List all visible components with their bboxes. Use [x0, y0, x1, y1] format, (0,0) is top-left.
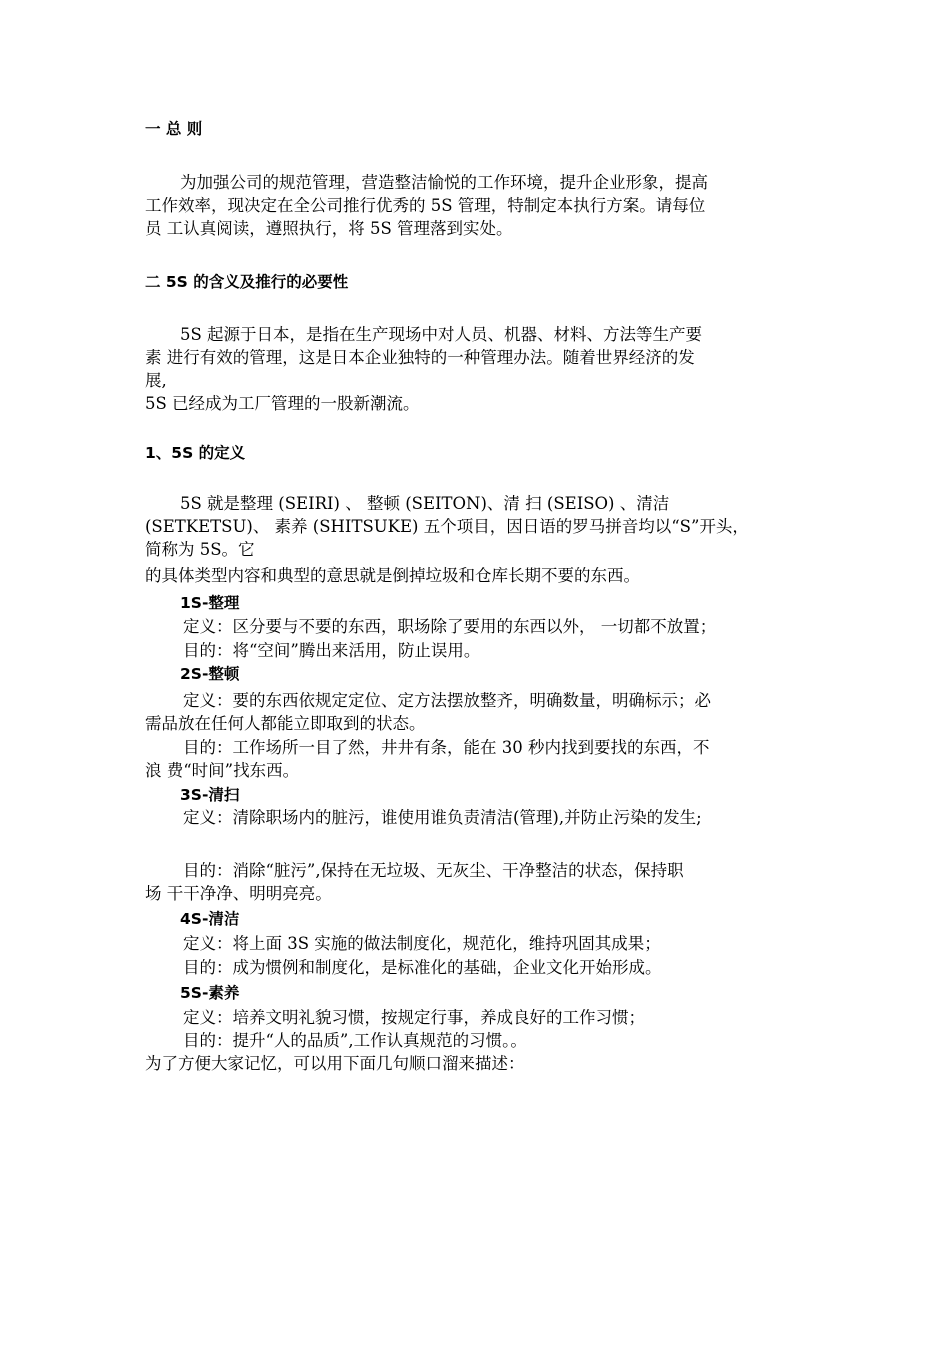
- s4-definition: 定义：将上面 3S 实施的做法制度化，规范化，维持巩固其成果；: [183, 934, 661, 953]
- s3-definition: 定义：清除职场内的脏污，谁使用谁负责清洁(管理),并防止污染的发生;: [183, 808, 702, 827]
- definition-line-3: 简称为 5S。它: [145, 540, 255, 559]
- s4-goal: 目的：成为惯例和制度化，是标准化的基础，企业文化开始形成。: [183, 958, 662, 977]
- s5-goal: 目的：提升“人的品质”,工作认真规范的习惯。。: [183, 1031, 527, 1050]
- s3-goal-line-1: 目的：消除“脏污”,保持在无垃圾、无灰尘、干净整洁的状态，保持职: [183, 861, 684, 880]
- origin-line-2: 素 进行有效的管理，这是日本企业独特的一种管理办法。随着世界经济的发: [145, 348, 695, 367]
- s2-goal-line-2: 浪 费“时间”找东西。: [145, 761, 300, 780]
- s3-title: 3S-清扫: [180, 786, 240, 804]
- closing-line: 为了方便大家记忆，可以用下面几句顺口溜来描述：: [145, 1054, 525, 1073]
- origin-line-4: 5S 已经成为工厂管理的一股新潮流。: [145, 394, 420, 413]
- section-heading-general: 一 总 则: [145, 120, 203, 138]
- intro-line-2: 工作效率，现决定在全公司推行优秀的 5S 管理，特制定本执行方案。请每位: [145, 196, 706, 215]
- s5-title: 5S-素养: [180, 984, 240, 1002]
- section-heading-5s-meaning: 二 5S 的含义及推行的必要性: [145, 273, 349, 291]
- definition-line-1: 5S 就是整理 (SEIRI) 、 整顿 (SEITON)、清 扫 (SEISO) 、清洁: [180, 494, 670, 513]
- s3-goal-line-2: 场 干干净净、明明亮亮。: [145, 884, 332, 903]
- s2-goal-line-1: 目的：工作场所一目了然，井井有条，能在 30 秒内找到要找的东西，不: [183, 738, 710, 757]
- intro-line-3: 员 工认真阅读，遵照执行，将 5S 管理落到实处。: [145, 219, 513, 238]
- s2-definition-line-2: 需品放在任何人都能立即取到的状态。: [145, 714, 426, 733]
- s1-goal: 目的：将“空间”腾出来活用，防止误用。: [183, 641, 481, 660]
- origin-line-3: 展,: [145, 371, 167, 390]
- s5-definition: 定义：培养文明礼貌习惯，按规定行事，养成良好的工作习惯；: [183, 1008, 645, 1027]
- definition-line-2: (SETKETSU)、 素养 (SHITSUKE) 五个项目，因日语的罗马拼音均以“S”开头，: [145, 517, 749, 536]
- intro-line-1: 为加强公司的规范管理，营造整洁愉悦的工作环境，提升企业形象，提高: [180, 173, 708, 192]
- s1-title: 1S-整理: [180, 594, 240, 612]
- section-heading-5s-definition: 1、5S 的定义: [145, 444, 246, 462]
- s1-definition: 定义：区分要与不要的东西，职场除了要用的东西以外， 一切都不放置；: [183, 617, 717, 636]
- s4-title: 4S-清洁: [180, 910, 240, 928]
- s2-title: 2S-整顿: [180, 665, 240, 683]
- definition-line-4: 的具体类型内容和典型的意思就是倒掉垃圾和仓库长期不要的东西。: [145, 566, 640, 585]
- origin-line-1: 5S 起源于日本，是指在生产现场中对人员、机器、材料、方法等生产要: [180, 325, 703, 344]
- s2-definition-line-1: 定义：要的东西依规定定位、定方法摆放整齐，明确数量，明确标示；必: [183, 691, 711, 710]
